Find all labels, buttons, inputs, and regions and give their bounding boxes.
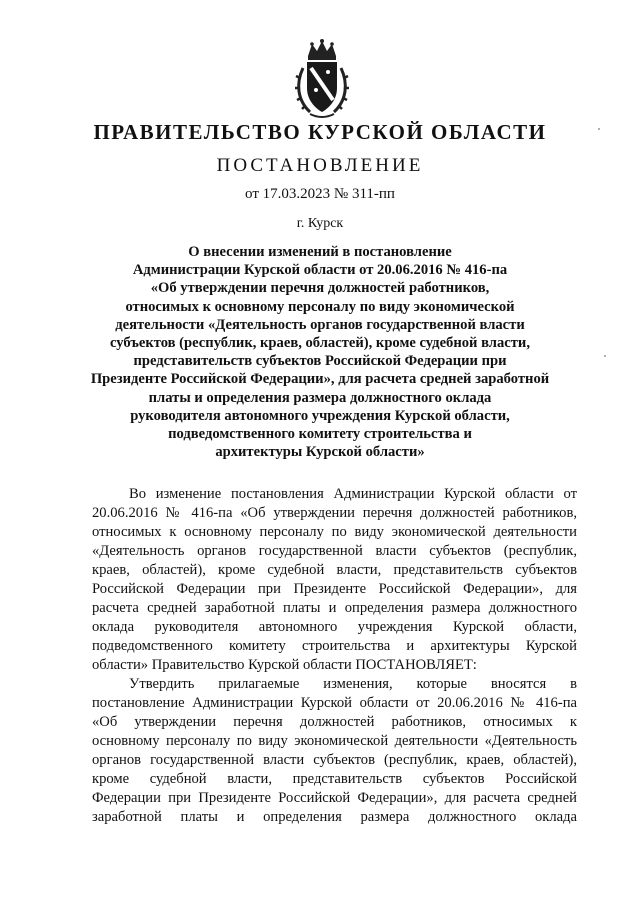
document-body bbox=[92, 485, 577, 827]
title-line: руководителя автономного учреждения Курской области, bbox=[130, 407, 510, 424]
organization-name: ПРАВИТЕЛЬСТВО КУРСКОЙ ОБЛАСТИ bbox=[93, 120, 547, 144]
document-type: ПОСТАНОВЛЕНИЕ bbox=[216, 155, 424, 176]
title-line: Президенте Российской Федерации», для расчета средней заработной bbox=[90, 371, 550, 388]
body-line: подведомственного комитету строительства и архитектуры Курской bbox=[92, 638, 577, 654]
title-line: подведомственного комитету строительства и bbox=[168, 426, 472, 443]
title-line: деятельности «Деятельность органов государственной власти bbox=[115, 316, 525, 333]
title-line: Администрации Курской области от 20.06.2016 № 416-па bbox=[132, 262, 508, 279]
scan-artifact bbox=[604, 355, 606, 357]
scan-artifact bbox=[598, 128, 600, 130]
coat-of-arms-icon bbox=[294, 38, 350, 120]
body-line: области» Правительство Курской области ПОСТАНОВЛЯЕТ: bbox=[92, 657, 477, 673]
body-line: Утвердить прилагаемые изменения, которые вносятся в bbox=[129, 676, 577, 692]
body-line: основному персоналу по виду экономической деятельности «Деятельность bbox=[92, 733, 577, 749]
title-line: относимых к основному персоналу по виду экономической bbox=[125, 298, 515, 315]
document-title bbox=[90, 243, 550, 461]
body-line: «Деятельность органов государственной власти субъектов (республик, bbox=[92, 543, 577, 559]
body-line: 20.06.2016 № 416-па «Об утверждении перечня должностей работников, bbox=[92, 505, 577, 521]
document-date-number: от 17.03.2023 № 311-пп bbox=[245, 186, 395, 202]
body-line: Федерации при Президенте Российской Федерации», для расчета средней bbox=[92, 790, 577, 806]
title-line: субъектов (республик, краев, областей), кроме судебной власти, bbox=[110, 335, 530, 352]
title-line: представительств субъектов Российской Федерации при bbox=[133, 353, 507, 370]
body-line: оклада руководителя автономного учреждения Курской области, bbox=[92, 619, 577, 635]
body-line: заработной платы и определения размера должностного оклада bbox=[92, 809, 577, 825]
body-line: Во изменение постановления Администрации Курской области от bbox=[129, 486, 577, 502]
body-line: относимых к основному персоналу по виду экономической деятельности bbox=[92, 524, 577, 540]
body-line: краев, областей), кроме судебной власти, представительств субъектов bbox=[92, 562, 577, 578]
body-line: органов государственной власти субъектов (республик, краев, областей), bbox=[92, 752, 577, 768]
title-line: «Об утверждении перечня должностей работников, bbox=[150, 280, 490, 297]
body-line: постановление Администрации Курской области от 20.06.2016 № 416-па bbox=[92, 695, 577, 711]
title-line: О внесении изменений в постановление bbox=[188, 244, 452, 260]
body-line: Российской Федерации при Президенте Российской Федерации», для bbox=[92, 581, 577, 597]
document-city: г. Курск bbox=[296, 216, 344, 231]
body-line: кроме судебной власти, представительств субъектов Российской bbox=[92, 771, 577, 787]
title-line: архитектуры Курской области» bbox=[215, 444, 425, 461]
title-line: платы и определения размера должностного оклада bbox=[148, 389, 492, 406]
body-line: «Об утверждении перечня должностей работников, относимых к bbox=[92, 714, 577, 730]
body-line: расчета средней заработной платы и определения размера должностного bbox=[92, 600, 577, 616]
